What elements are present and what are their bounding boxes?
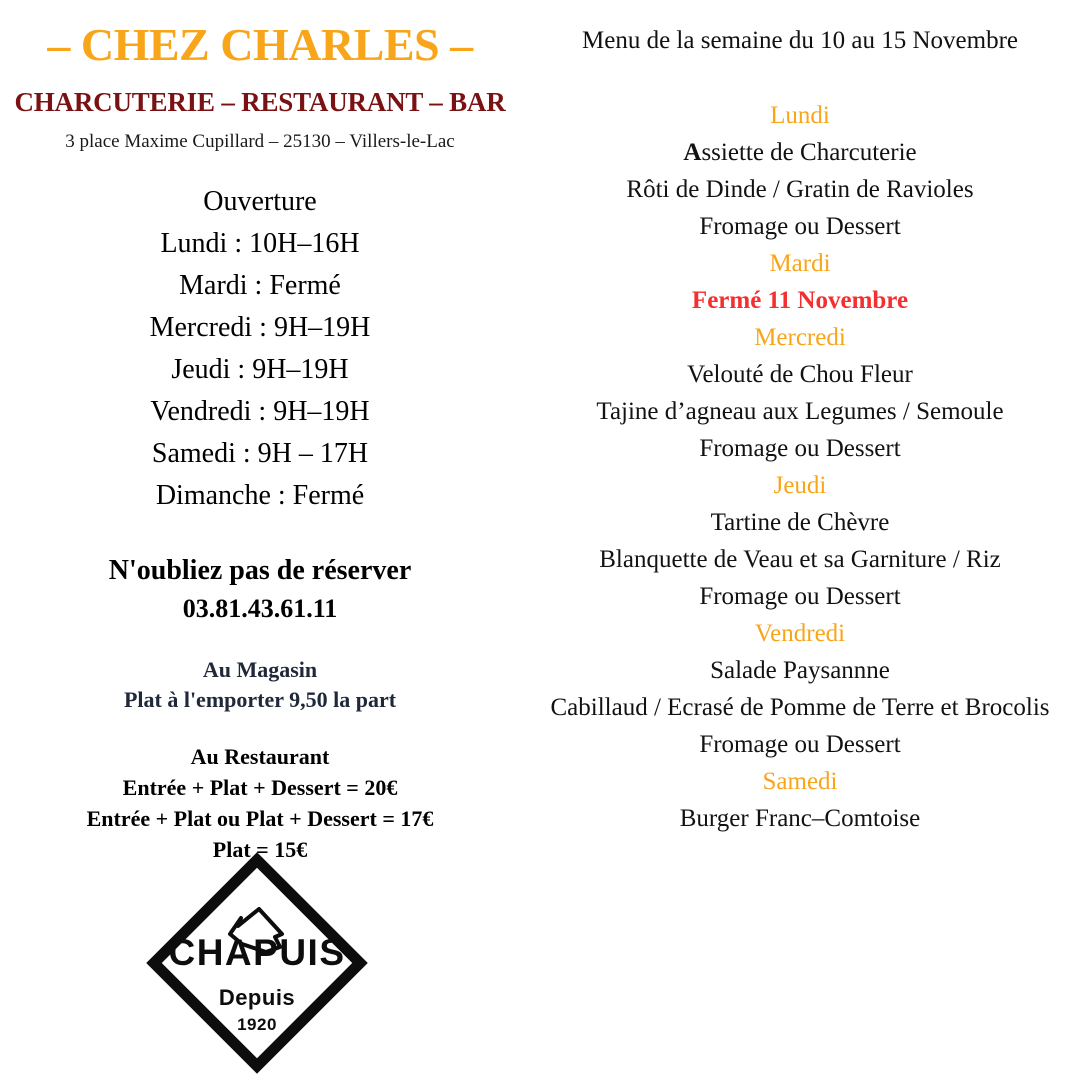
restaurant-pricing-section [0,741,520,865]
menu-day-name: Mardi [769,250,831,277]
opening-hours-row: Samedi : 9H – 17H [151,438,369,469]
opening-hours-row: Mercredi : 9H–19H [149,312,371,343]
restaurant-name: – CHEZ CHARLES – [47,19,473,70]
logo-since-text: Depuis [218,985,296,1010]
menu-day-name: Lundi [770,102,830,129]
menu-day-name: Jeudi [773,472,827,499]
weekly-menu-list [520,97,1080,837]
restaurant-pricing-title: Au Restaurant [190,744,330,769]
menu-dish: Fromage ou Dessert [699,435,901,462]
menu-dish: Rôti de Dinde / Gratin de Ravioles [626,176,974,203]
menu-dish-dropcap: A [683,139,702,166]
opening-hours-row: Mardi : Fermé [179,270,341,301]
shop-price-list [0,685,520,715]
menu-dish: Fromage ou Dessert [699,731,901,758]
menu-dish: Tajine d’agneau aux Legumes / Semoule [596,398,1004,425]
shop-price-line: Plat à l'emporter 9,50 la part [123,687,397,712]
menu-dish: Assiette de Charcuterie [683,139,917,166]
info-column [0,0,520,1080]
chapuis-logo [146,852,368,1074]
menu-dish: Fromage ou Dessert [699,583,901,610]
shop-pricing-section [0,655,520,715]
weekly-menu-header: Menu de la semaine du 10 au 15 Novembre [582,27,1018,54]
restaurant-price-line: Entrée + Plat ou Plat + Dessert = 17€ [86,806,434,831]
menu-day-name: Vendredi [754,620,846,647]
restaurant-address: 3 place Maxime Cupillard – 25130 – Villers-le-Lac [65,131,455,152]
restaurant-price-line: Plat = 15€ [212,837,308,862]
reservation-prompt: N'oubliez pas de réserver [108,555,412,586]
reservation-phone[interactable]: 03.81.43.61.11 [182,594,338,623]
menu-dish: Tartine de Chèvre [710,509,890,536]
weekly-menu-column [520,0,1080,1080]
reservation-section [0,551,520,627]
diamond-logo-icon [146,852,368,1074]
opening-hours-section [0,181,520,517]
opening-hours-row: Vendredi : 9H–19H [150,396,370,427]
menu-dish: Cabillaud / Ecrasé de Pomme de Terre et Brocolis [550,694,1050,721]
opening-hours-row: Lundi : 10H–16H [160,228,360,259]
menu-day-name: Mercredi [754,324,846,351]
logo-year-text: 1920 [237,1015,277,1034]
logo-brand-text: CHAPUIS [168,932,346,973]
menu-dish: Velouté de Chou Fleur [687,361,913,388]
opening-hours-list [0,223,520,517]
menu-day-name: Samedi [762,768,838,795]
menu-day-closed-notice: Fermé 11 Novembre [691,287,909,314]
menu-dish: Fromage ou Dessert [699,213,901,240]
menu-dish: Salade Paysannne [710,657,890,684]
opening-hours-title: Ouverture [203,186,317,217]
restaurant-price-line: Entrée + Plat + Dessert = 20€ [122,775,398,800]
restaurant-tagline: CHARCUTERIE – RESTAURANT – BAR [14,87,506,117]
menu-dish: Burger Franc–Comtoise [679,805,921,832]
opening-hours-row: Jeudi : 9H–19H [171,354,349,385]
menu-dish: Blanquette de Veau et sa Garniture / Riz [599,546,1001,573]
opening-hours-row: Dimanche : Fermé [155,480,365,511]
shop-title: Au Magasin [202,657,318,682]
